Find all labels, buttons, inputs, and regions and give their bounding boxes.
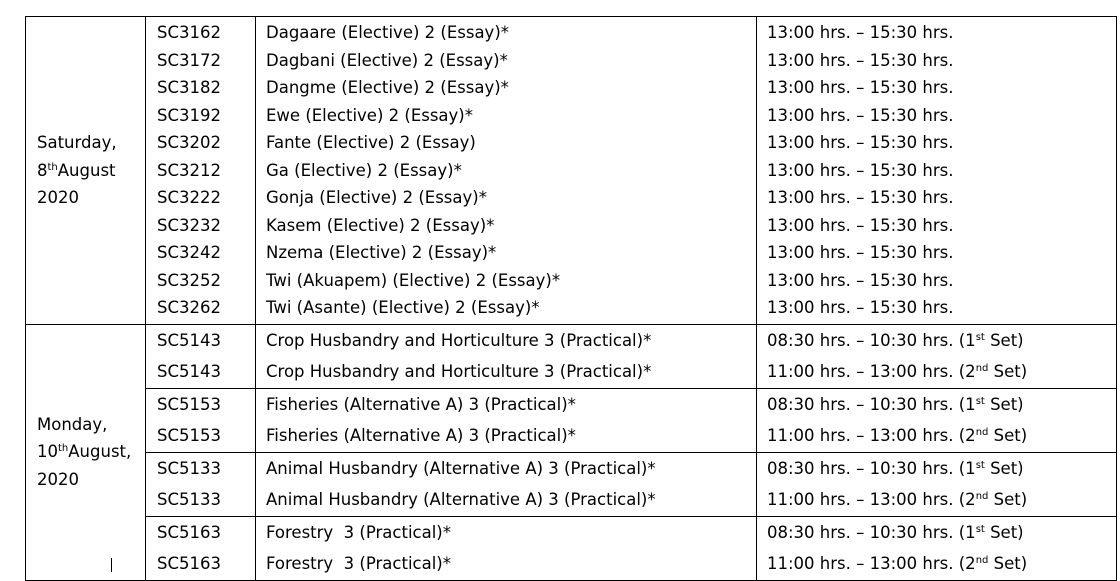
day-line (37, 438, 145, 466)
exam-time (767, 294, 1116, 322)
subject-name: Crop Husbandry and Horticulture 3 (Practical)* (266, 362, 652, 381)
time-range: 08:30 hrs. – 10:30 hrs. (1 (767, 522, 976, 542)
day-text: Monday, (37, 414, 108, 434)
subject-cell (256, 516, 757, 580)
paper-code-cell (146, 324, 256, 388)
day-text: 2020 (37, 188, 79, 207)
paper-code: SC5163 (157, 554, 221, 573)
paper-code: SC3212 (157, 160, 221, 180)
day-line (37, 184, 145, 212)
time-range: 11:00 hrs. – 13:00 hrs. (2 (767, 490, 976, 509)
subject-name: Crop Husbandry and Horticulture 3 (Practical)* (266, 330, 652, 350)
subject-name: Ga (Elective) 2 (Essay)* (266, 160, 462, 180)
time-cell (757, 17, 1117, 325)
day-text: Saturday, (37, 133, 117, 152)
paper-code: SC5143 (157, 330, 221, 350)
exam-time (767, 358, 1116, 386)
paper-code: SC3252 (157, 270, 221, 290)
time-range: 13:00 hrs. – 15:30 hrs. (767, 215, 954, 235)
time-range: 13:00 hrs. – 15:30 hrs. (767, 23, 954, 42)
paper-code: SC5153 (157, 426, 221, 445)
timetable-row-group (26, 324, 1117, 388)
day-line (37, 157, 145, 185)
day-text: 8 (37, 160, 48, 180)
time-range: 08:30 hrs. – 10:30 hrs. (1 (767, 458, 976, 478)
timetable-row-group (26, 17, 1117, 325)
paper-code: SC5133 (157, 458, 221, 478)
exam-time (767, 184, 1116, 212)
time-range: 08:30 hrs. – 10:30 hrs. (1 (767, 330, 976, 350)
time-cell (757, 324, 1117, 388)
subject-name: Twi (Asante) (Elective) 2 (Essay)* (266, 298, 540, 317)
paper-code: SC3232 (157, 215, 221, 235)
exam-time (767, 102, 1116, 130)
set-ordinal-suffix: nd (975, 555, 989, 566)
time-range: 11:00 hrs. – 13:00 hrs. (2 (767, 554, 976, 573)
exam-time (767, 239, 1116, 267)
exam-time (767, 19, 1116, 47)
subject-cell (256, 324, 757, 388)
day-cell (26, 17, 146, 325)
day-ordinal-suffix: th (58, 443, 69, 455)
subject-name: Ewe (Elective) 2 (Essay)* (266, 105, 473, 125)
exam-time (767, 391, 1116, 419)
subject-name: Kasem (Elective) 2 (Essay)* (266, 215, 495, 235)
set-ordinal-suffix: nd (975, 491, 989, 502)
subject-name: Nzema (Elective) 2 (Essay)* (266, 243, 497, 262)
time-range: 13:00 hrs. – 15:30 hrs. (767, 160, 954, 180)
paper-code-cell (146, 388, 256, 452)
timetable-row-group (26, 388, 1117, 452)
paper-code: SC5153 (157, 394, 221, 414)
time-cell (757, 452, 1117, 516)
exam-time (767, 129, 1116, 157)
subject-name: Fisheries (Alternative A) 3 (Practical)* (266, 426, 576, 445)
subject-cell (256, 388, 757, 452)
day-line (37, 411, 145, 439)
time-range: 13:00 hrs. – 15:30 hrs. (767, 188, 954, 207)
exam-time (767, 74, 1116, 102)
day-cell (26, 324, 146, 580)
subject-cell (256, 17, 757, 325)
exam-time (767, 422, 1116, 450)
time-cell (757, 388, 1117, 452)
set-label: Set) (988, 490, 1028, 509)
paper-code: SC3222 (157, 188, 221, 207)
set-label: Set) (988, 362, 1028, 381)
subject-name: Dagaare (Elective) 2 (Essay)* (266, 23, 510, 42)
paper-code: SC3202 (157, 133, 221, 152)
day-text: 10 (37, 442, 58, 462)
subject-name: Dagbani (Elective) 2 (Essay)* (266, 50, 508, 70)
paper-code: SC3242 (157, 243, 221, 262)
subject-name: Fisheries (Alternative A) 3 (Practical)* (266, 394, 576, 414)
day-ordinal-suffix: th (47, 161, 58, 173)
day-line (37, 466, 145, 494)
subject-name: Gonja (Elective) 2 (Essay)* (266, 188, 487, 207)
exam-time (767, 47, 1116, 75)
paper-code-cell (146, 452, 256, 516)
time-range: 13:00 hrs. – 15:30 hrs. (767, 78, 954, 97)
paper-code: SC3182 (157, 78, 221, 97)
time-range: 13:00 hrs. – 15:30 hrs. (767, 270, 954, 290)
time-range: 13:00 hrs. – 15:30 hrs. (767, 133, 954, 152)
set-label: Set) (988, 426, 1028, 445)
subject-cell (256, 452, 757, 516)
exam-time (767, 455, 1116, 483)
subject-name: Twi (Akuapem) (Elective) 2 (Essay)* (266, 270, 561, 290)
paper-code: SC5143 (157, 362, 221, 381)
day-line (37, 129, 145, 157)
subject-name: Forestry 3 (Practical)* (266, 554, 451, 573)
time-range: 13:00 hrs. – 15:30 hrs. (767, 50, 954, 70)
paper-code: SC5163 (157, 522, 221, 542)
time-cell (757, 516, 1117, 580)
time-range: 11:00 hrs. – 13:00 hrs. (2 (767, 362, 976, 381)
set-ordinal-suffix: nd (975, 427, 989, 438)
time-range: 13:00 hrs. – 15:30 hrs. (767, 298, 954, 317)
day-text: August (57, 160, 116, 180)
subject-name: Forestry 3 (Practical)* (266, 522, 451, 542)
paper-code-cell (146, 17, 256, 325)
text-cursor (111, 558, 112, 572)
exam-time (767, 267, 1116, 295)
set-label: Set) (984, 458, 1024, 478)
set-ordinal-suffix: st (975, 523, 985, 535)
set-ordinal-suffix: nd (975, 363, 989, 374)
set-ordinal-suffix: st (975, 459, 985, 471)
subject-name: Animal Husbandry (Alternative A) 3 (Practical)* (266, 458, 656, 478)
subject-name: Dangme (Elective) 2 (Essay)* (266, 78, 509, 97)
set-ordinal-suffix: st (975, 331, 985, 343)
set-label: Set) (984, 522, 1024, 542)
exam-time (767, 519, 1116, 547)
paper-code: SC3262 (157, 298, 221, 317)
time-range: 13:00 hrs. – 15:30 hrs. (767, 243, 954, 262)
time-range: 08:30 hrs. – 10:30 hrs. (1 (767, 394, 976, 414)
exam-time (767, 157, 1116, 185)
day-text: August, (68, 442, 132, 462)
exam-time (767, 550, 1116, 578)
time-range: 13:00 hrs. – 15:30 hrs. (767, 105, 954, 125)
exam-time (767, 327, 1116, 355)
paper-code: SC3162 (157, 23, 221, 42)
set-label: Set) (984, 394, 1024, 414)
exam-time (767, 486, 1116, 514)
subject-name: Animal Husbandry (Alternative A) 3 (Practical)* (266, 490, 656, 509)
set-label: Set) (988, 554, 1028, 573)
set-label: Set) (984, 330, 1024, 350)
time-range: 11:00 hrs. – 13:00 hrs. (2 (767, 426, 976, 445)
set-ordinal-suffix: st (975, 395, 985, 407)
day-text: 2020 (37, 469, 79, 489)
subject-name: Fante (Elective) 2 (Essay) (266, 133, 476, 152)
paper-code-cell (146, 516, 256, 580)
paper-code: SC5133 (157, 490, 221, 509)
paper-code: SC3172 (157, 50, 221, 70)
paper-code: SC3192 (157, 105, 221, 125)
exam-timetable (25, 16, 1117, 581)
timetable-row-group (26, 452, 1117, 516)
exam-time (767, 212, 1116, 240)
timetable-row-group (26, 516, 1117, 580)
